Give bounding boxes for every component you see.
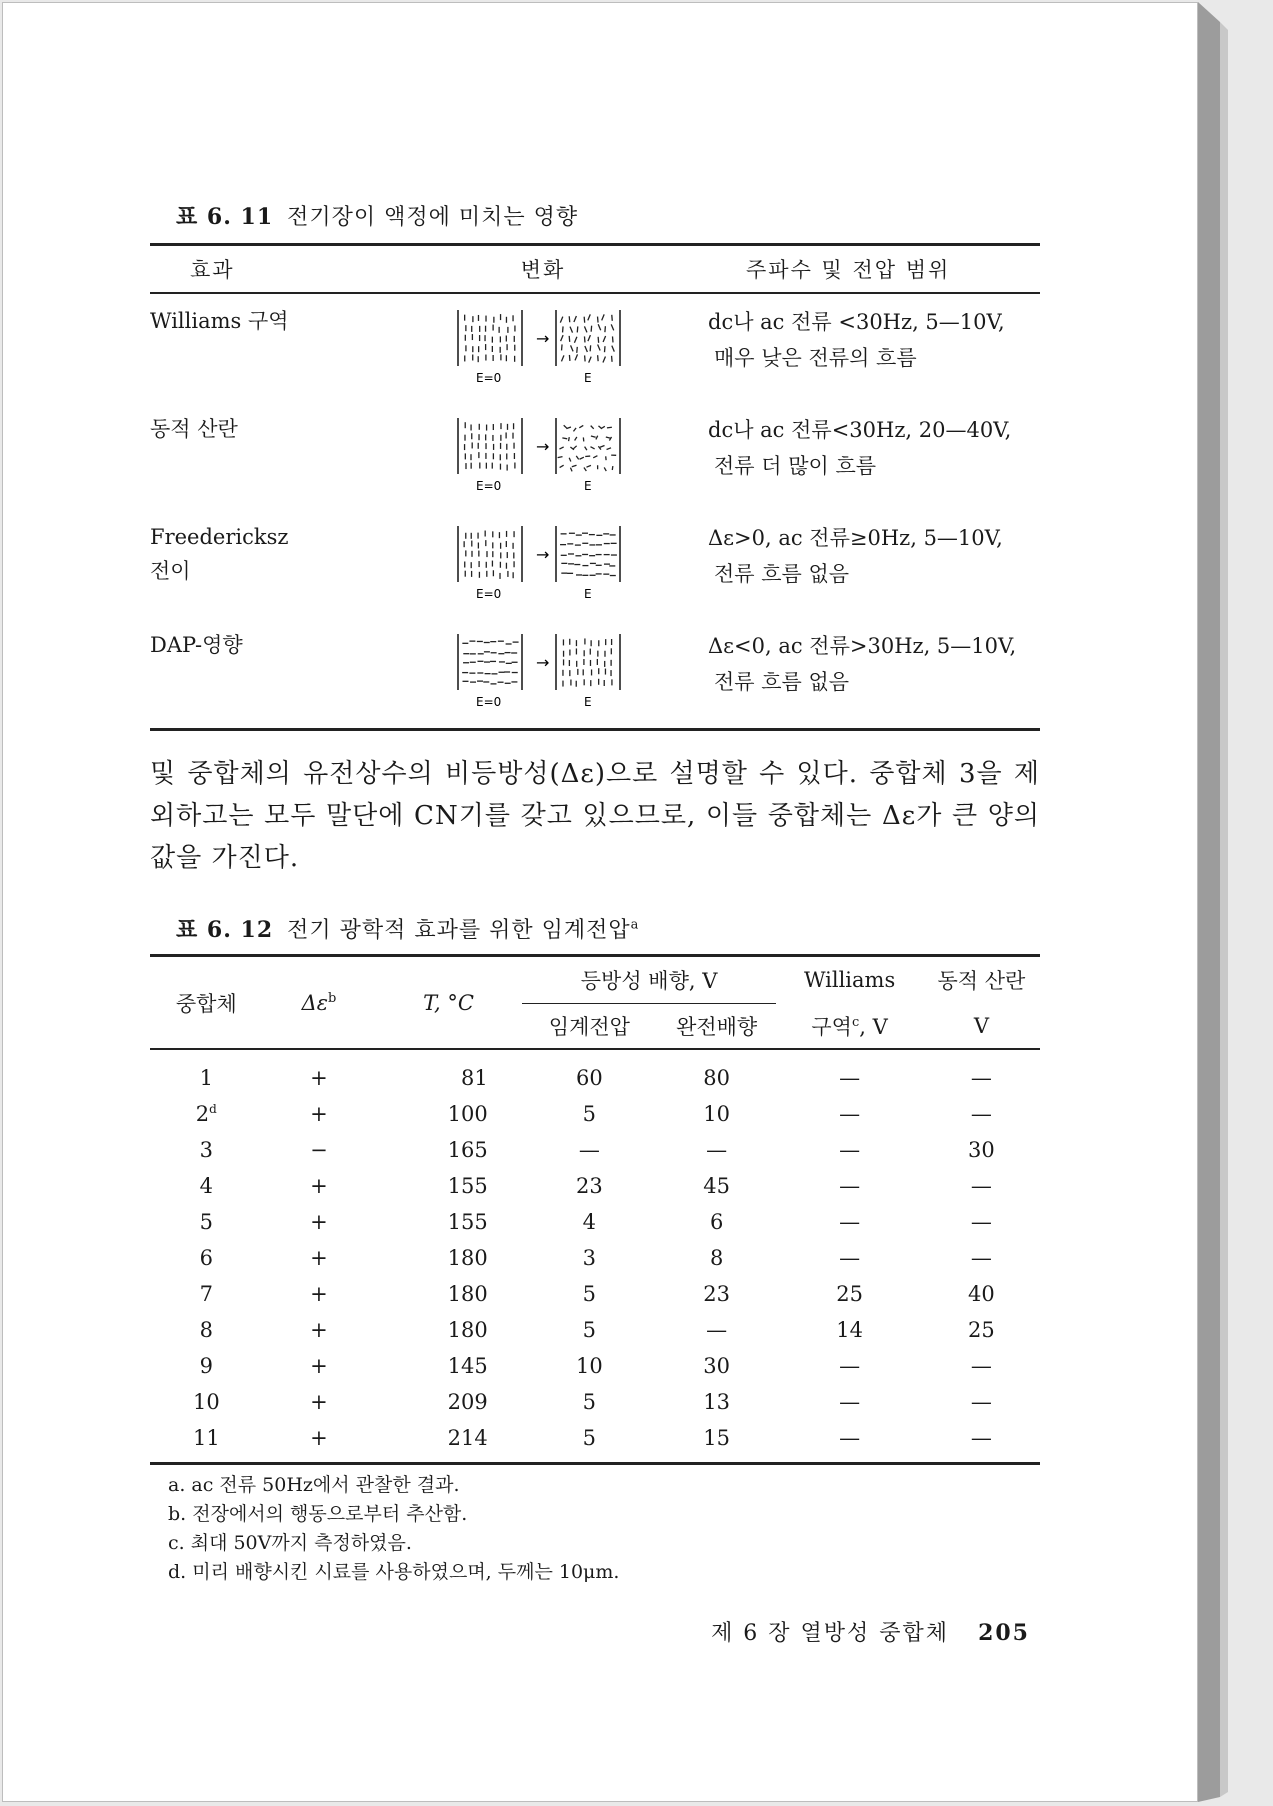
table1-effect: DAP-영향 — [150, 633, 243, 657]
table2-cell: — — [839, 1138, 861, 1162]
table1-header-change: 변화 — [520, 258, 566, 282]
table1-change-diagram — [386, 618, 700, 726]
table1-effect: Freedericksz 전이 — [150, 525, 289, 583]
table1-bottom-rule — [150, 728, 1040, 731]
table2-header-de: $\Delta\varepsilon^b$ — [301, 990, 337, 1015]
table2-row — [150, 1240, 1040, 1276]
table2-cell: 81 — [461, 1066, 488, 1090]
table2-cell: 40 — [968, 1282, 995, 1306]
table1-header — [150, 246, 1040, 292]
table2-caption-text: 전기 광학적 효과를 위한 임계전압 — [287, 918, 631, 943]
table2-cell: 11 — [192, 1426, 220, 1450]
table2-cell: 180 — [447, 1246, 488, 1270]
table2-cell: 6 — [709, 1210, 724, 1234]
field-zero-label: E=0 — [476, 695, 502, 709]
arrow-icon: → — [536, 437, 550, 456]
arrow-icon: → — [536, 329, 550, 348]
table2-cell: + — [310, 1426, 328, 1450]
field-label: E — [584, 587, 592, 601]
table2-cell: 8 — [709, 1246, 724, 1270]
table2-caption — [176, 913, 1040, 944]
orientation-box — [556, 418, 620, 474]
table1-change-diagram — [386, 402, 700, 510]
table2-cell: 15 — [703, 1426, 731, 1450]
table1-range: dc나 ac 전류<30Hz, 20—40V, 전류 더 많이 흐름 — [708, 418, 1012, 478]
table1-row — [150, 510, 1040, 618]
table2-cell: 14 — [836, 1318, 863, 1342]
table2-cell: 60 — [575, 1066, 603, 1090]
table2-header-dynamic-unit: V — [973, 1013, 989, 1038]
table1-row — [150, 618, 1040, 726]
table2-cell: 145 — [447, 1354, 488, 1378]
table2-footnotes — [168, 1471, 1040, 1587]
table2-row — [150, 1096, 1040, 1132]
table2-cell: 3 — [199, 1138, 214, 1162]
table2-cell: 30 — [703, 1354, 731, 1378]
table2-cell: 45 — [703, 1174, 731, 1198]
table2-cell: — — [970, 1246, 992, 1270]
table1-change-diagram — [386, 294, 700, 402]
table2-cell: + — [310, 1246, 328, 1270]
table2-caption-footnote-mark: a — [630, 917, 640, 933]
orientation-box — [458, 310, 522, 366]
table2-row — [150, 1348, 1040, 1384]
table2-header-dynamic: 동적 산란 — [937, 969, 1026, 993]
chapter-title: 제 6 장 열방성 중합체 — [711, 1621, 950, 1646]
table2-cell: 155 — [447, 1174, 488, 1198]
table1-range: Δε>0, ac 전류≥0Hz, 5—10V, 전류 흐름 없음 — [708, 526, 1003, 586]
page-folio — [711, 1616, 1030, 1647]
table2-cell: — — [839, 1390, 861, 1414]
footnote: c. 최대 50V까지 측정하였음. — [168, 1532, 412, 1554]
table2-row — [150, 1384, 1040, 1420]
table2-header-williams: Williams — [803, 968, 896, 992]
table2-cell: 155 — [447, 1210, 488, 1234]
orientation-box — [458, 418, 522, 474]
table2-cell: 209 — [447, 1390, 488, 1414]
table2-cell: + — [310, 1354, 328, 1378]
table2-row — [150, 1060, 1040, 1096]
table2-cell: 23 — [703, 1282, 731, 1306]
body-paragraph: 및 중합체의 유전상수의 비등방성(Δε)으로 설명할 수 있다. 중합체 3을 제외하고는 모두 말단에 CN기를 갖고 있으므로, 이들 중합체는 Δε가 큰 양의 값을 가진다. — [150, 759, 1040, 873]
table2-cell: — — [578, 1138, 600, 1162]
table2-cell: 5 — [582, 1102, 597, 1126]
table2-cell: — — [970, 1390, 992, 1414]
table2-cell: 30 — [968, 1138, 995, 1162]
table2-cell: 4 — [582, 1210, 597, 1234]
table2-cell: 7 — [199, 1282, 214, 1306]
table2-cell: — — [839, 1102, 861, 1126]
table2-cell: + — [310, 1210, 328, 1234]
table1-effect: 동적 산란 — [150, 417, 238, 441]
table2-cell: + — [310, 1282, 328, 1306]
table2-row — [150, 1168, 1040, 1204]
table2-cell: 5 — [582, 1282, 597, 1306]
table2-header-threshold: 임계전압 — [548, 1014, 630, 1039]
table2-cell: + — [310, 1318, 328, 1342]
table2-cell: — — [839, 1066, 861, 1090]
arrow-icon: → — [536, 653, 550, 672]
page-content — [150, 200, 1040, 1646]
table2-cell: 25 — [836, 1282, 863, 1306]
table2-cell: — — [970, 1102, 992, 1126]
table2-cell: — — [970, 1426, 992, 1450]
table2-cell: 80 — [703, 1066, 731, 1090]
table2-cell: 6 — [199, 1246, 214, 1270]
table1-row — [150, 294, 1040, 402]
table2-row — [150, 1204, 1040, 1240]
arrow-icon: → — [536, 545, 550, 564]
table2-cell: 5 — [582, 1426, 597, 1450]
table2-cell: — — [970, 1210, 992, 1234]
table2-cell: 180 — [447, 1318, 488, 1342]
table2-cell: 1 — [199, 1066, 214, 1090]
table2-cell: 10 — [192, 1390, 220, 1414]
orientation-box — [458, 526, 522, 582]
table2-cell: + — [310, 1066, 328, 1090]
table2-cell: — — [839, 1174, 861, 1198]
table1-header-range: 주파수 및 전압 범위 — [746, 258, 951, 282]
table1-caption — [176, 200, 1040, 231]
table1-row — [150, 402, 1040, 510]
table2-cell: 10 — [703, 1102, 731, 1126]
table2-caption-number: 표 6. 12 — [176, 917, 274, 943]
footnote: d. 미리 배향시킨 시료를 사용하였으며, 두께는 10μm. — [168, 1561, 620, 1583]
orientation-box — [458, 634, 522, 690]
orientation-box — [556, 310, 620, 366]
table2-row — [150, 1420, 1040, 1456]
table2-cell: + — [310, 1102, 328, 1126]
table2-cell: — — [839, 1246, 861, 1270]
table1-caption-text: 전기장이 액정에 미치는 영향 — [287, 205, 579, 230]
table2-bottom-rule — [150, 1462, 1040, 1465]
page-fold-edge — [1198, 2, 1258, 1802]
field-zero-label: E=0 — [476, 371, 502, 385]
table2-cell: 10 — [575, 1354, 603, 1378]
table2-cell: 100 — [447, 1102, 488, 1126]
table2-cell: — — [839, 1354, 861, 1378]
table2-header-full-orientation: 완전배향 — [676, 1014, 758, 1039]
table2-cell: — — [970, 1174, 992, 1198]
table2-header-polymer: 중합체 — [175, 991, 237, 1016]
table2-header-williams-unit: 구역$^c$, V — [811, 1014, 888, 1039]
table1-caption-number: 표 6. 11 — [176, 204, 274, 230]
table2-row — [150, 1312, 1040, 1348]
table2-cell: − — [310, 1138, 328, 1162]
table2-cell: 5 — [199, 1210, 214, 1234]
table2 — [150, 957, 1040, 1456]
field-zero-label: E=0 — [476, 587, 502, 601]
table2-cell: 9 — [199, 1354, 214, 1378]
table2-header-isotropic: 등방성 배향, V — [522, 957, 777, 1003]
table2-body — [150, 1060, 1040, 1456]
table2-cell: 214 — [447, 1426, 488, 1450]
table1-header-effect: 효과 — [190, 258, 235, 282]
table2-row — [150, 1132, 1040, 1168]
field-label: E — [584, 479, 592, 493]
page-number: 205 — [978, 1620, 1030, 1646]
table2-cell: 4 — [199, 1174, 214, 1198]
table2-row — [150, 1276, 1040, 1312]
footnote: a. ac 전류 50Hz에서 관찰한 결과. — [168, 1474, 460, 1496]
table2-cell: 5 — [582, 1318, 597, 1342]
table2-cell: — — [839, 1426, 861, 1450]
table2-cell: 8 — [199, 1318, 214, 1342]
table2-cell: — — [706, 1318, 728, 1342]
table2-cell: 2$^d$ — [195, 1102, 217, 1126]
table2-cell: + — [310, 1390, 328, 1414]
table1-range: dc나 ac 전류 <30Hz, 5—10V, 매우 낮은 전류의 흐름 — [708, 310, 1005, 370]
field-zero-label: E=0 — [476, 479, 502, 493]
table2-cell: 13 — [703, 1390, 731, 1414]
table2-cell: — — [970, 1066, 992, 1090]
table2-cell: 25 — [968, 1318, 995, 1342]
table2-cell: + — [310, 1174, 328, 1198]
table1-effect: Williams 구역 — [150, 309, 289, 333]
table2-header-temperature: T, °C — [423, 990, 474, 1015]
table2-cell: 180 — [447, 1282, 488, 1306]
orientation-box — [556, 634, 620, 690]
table1-range: Δε<0, ac 전류>30Hz, 5—10V, 전류 흐름 없음 — [708, 634, 1017, 694]
table2-cell: 5 — [582, 1390, 597, 1414]
field-label: E — [584, 695, 592, 709]
field-label: E — [584, 371, 592, 385]
table2-cell: 165 — [447, 1138, 488, 1162]
table1-body — [150, 294, 1040, 726]
table2-cell: — — [970, 1354, 992, 1378]
table2-cell: 23 — [575, 1174, 603, 1198]
footnote: b. 전장에서의 행동으로부터 추산함. — [168, 1503, 468, 1525]
table2-cell: 3 — [582, 1246, 597, 1270]
table2-cell: — — [706, 1138, 728, 1162]
orientation-box — [556, 526, 620, 582]
table2-cell: — — [839, 1210, 861, 1234]
table1-change-diagram — [386, 510, 700, 618]
